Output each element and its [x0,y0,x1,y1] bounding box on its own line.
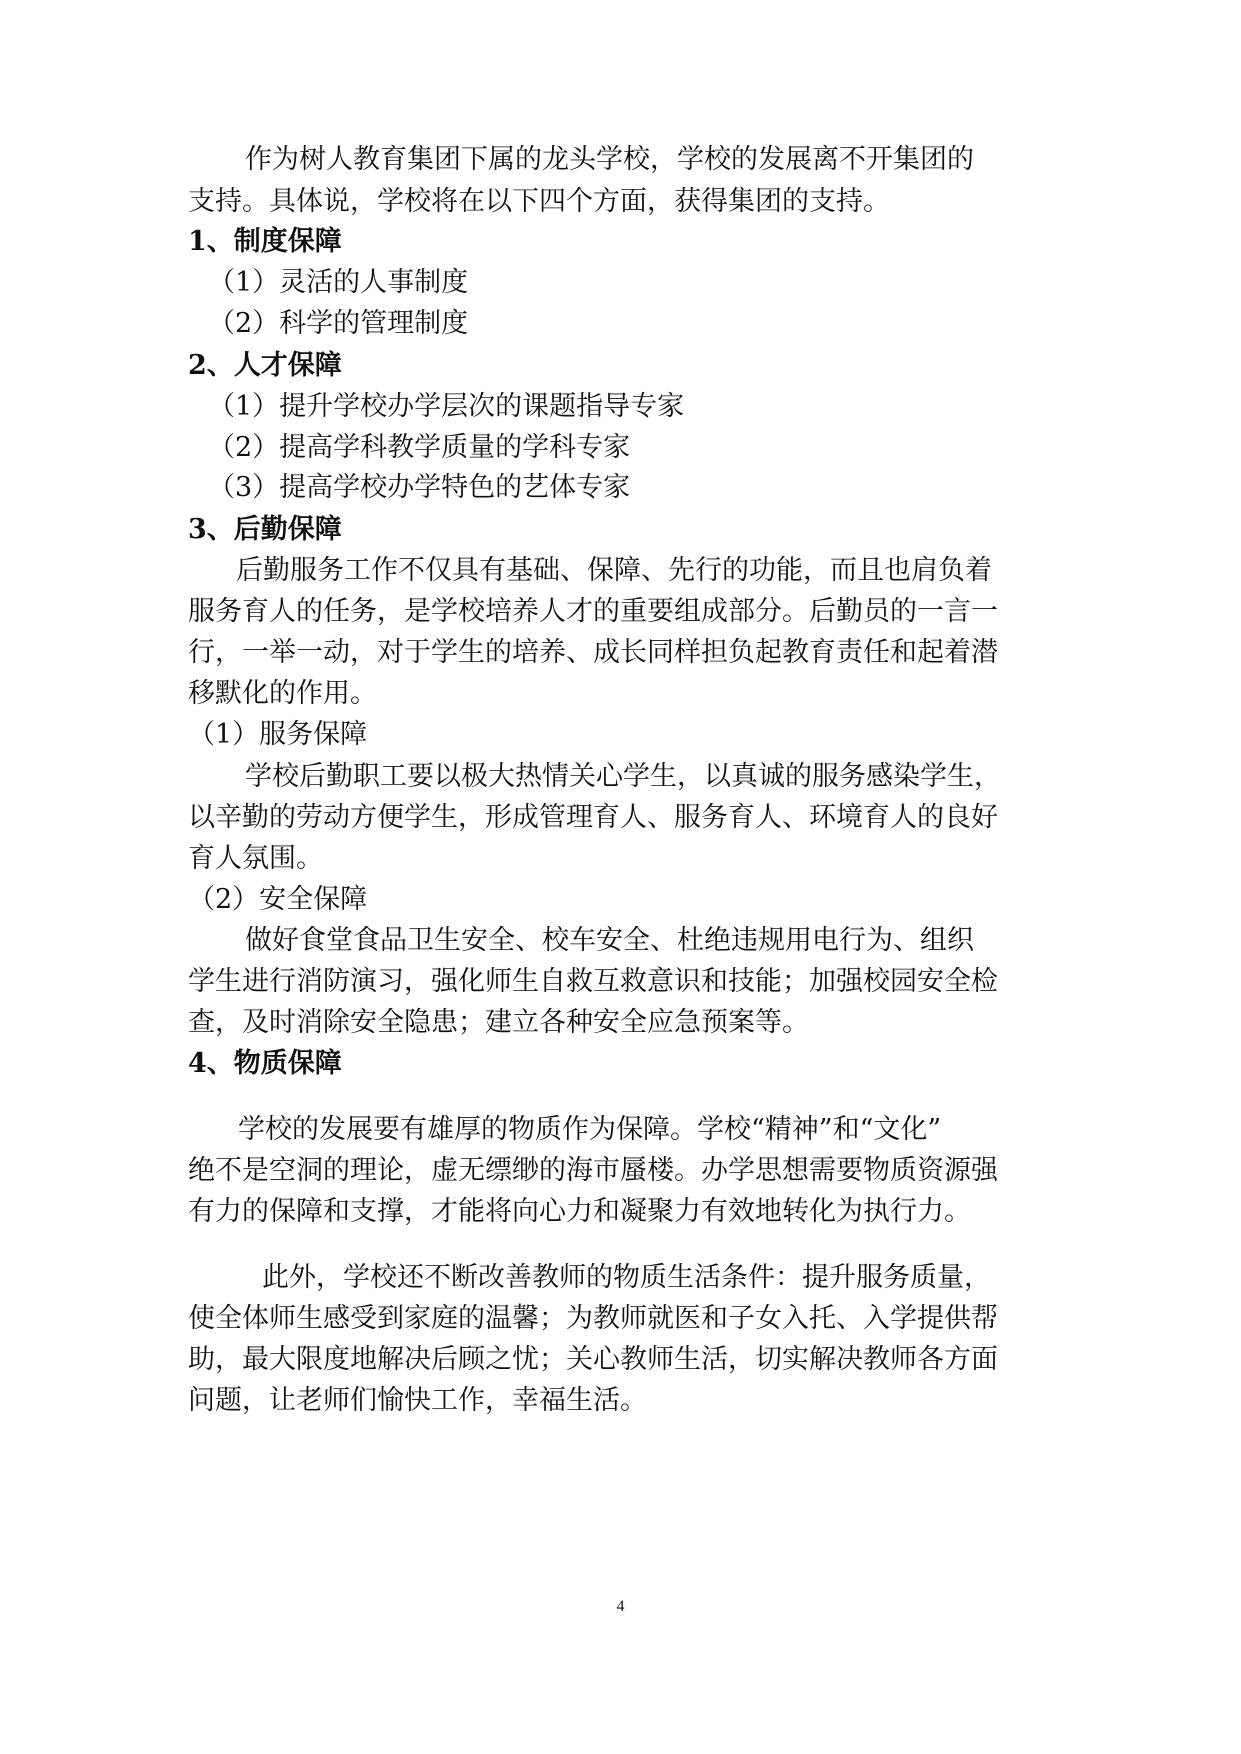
section-3-sub-2-line-3: 查，及时消除安全隐患；建立各种安全应急预案等。 [188,1007,809,1038]
section-3-para-line-3: 行，一举一动，对于学生的培养、成长同样担负起教育责任和起着潜 [188,637,998,668]
section-3-sub-1-title: （1）服务保障 [188,719,368,750]
section-4-para-1-line-1: 学校的发展要有雄厚的物质作为保障。学校“精神”和“文化” [238,1114,942,1145]
page-number: 4 [616,1598,625,1615]
section-3-sub-2-line-2: 学生进行消防演习，强化师生自救互救意识和技能；加强校园安全检 [188,966,998,997]
section-4-para-2-line-1: 此外，学校还不断改善教师的物质生活条件：提升服务质量， [262,1262,991,1293]
section-3-sub-1-line-2: 以辛勤的劳动方便学生，形成管理育人、服务育人、环境育人的良好 [188,802,998,833]
section-3-sub-1-line-1: 学校后勤职工要以极大热情关心学生，以真诚的服务感染学生， [245,761,1001,792]
section-3-sub-2-title: （2）安全保障 [188,884,368,915]
section-1-heading: 1、制度保障 [188,226,342,257]
section-3-para-line-1: 后勤服务工作不仅具有基础、保障、先行的功能，而且也肩负着 [236,555,992,586]
section-2-item-3: （3）提高学校办学特色的艺体专家 [208,472,631,503]
section-4-para-2-line-3: 助，最大限度地解决后顾之忧；关心教师生活，切实解决教师各方面 [188,1344,998,1375]
section-1-item-1: （1）灵活的人事制度 [208,267,469,298]
section-2-item-1: （1）提升学校办学层次的课题指导专家 [208,391,685,422]
section-4-para-1-line-3: 有力的保障和支撑，才能将向心力和凝聚力有效地转化为执行力。 [188,1196,971,1227]
section-3-para-line-2: 服务育人的任务，是学校培养人才的重要组成部分。后勤员的一言一 [188,596,998,627]
section-3-heading: 3、后勤保障 [188,514,342,545]
section-4-para-2-line-4: 问题，让老师们愉快工作，幸福生活。 [188,1385,647,1416]
intro-line-2: 支持。具体说，学校将在以下四个方面，获得集团的支持。 [188,186,890,217]
section-2-heading: 2、人才保障 [188,350,342,381]
section-4-para-2-line-2: 使全体师生感受到家庭的温馨；为教师就医和子女入托、入学提供帮 [188,1303,998,1334]
intro-line-1: 作为树人教育集团下属的龙头学校，学校的发展离不开集团的 [245,144,974,175]
section-2-item-2: （2）提高学科教学质量的学科专家 [208,432,631,463]
section-4-heading: 4、物质保障 [188,1048,342,1079]
section-3-sub-1-line-3: 育人氛围。 [188,843,323,874]
section-3-para-line-4: 移默化的作用。 [188,678,377,709]
section-4-para-1-line-2: 绝不是空洞的理论，虚无缥缈的海市蜃楼。办学思想需要物质资源强 [188,1155,998,1186]
section-3-sub-2-line-1: 做好食堂食品卫生安全、校车安全、杜绝违规用电行为、组织 [245,925,974,956]
section-1-item-2: （2）科学的管理制度 [208,308,469,339]
